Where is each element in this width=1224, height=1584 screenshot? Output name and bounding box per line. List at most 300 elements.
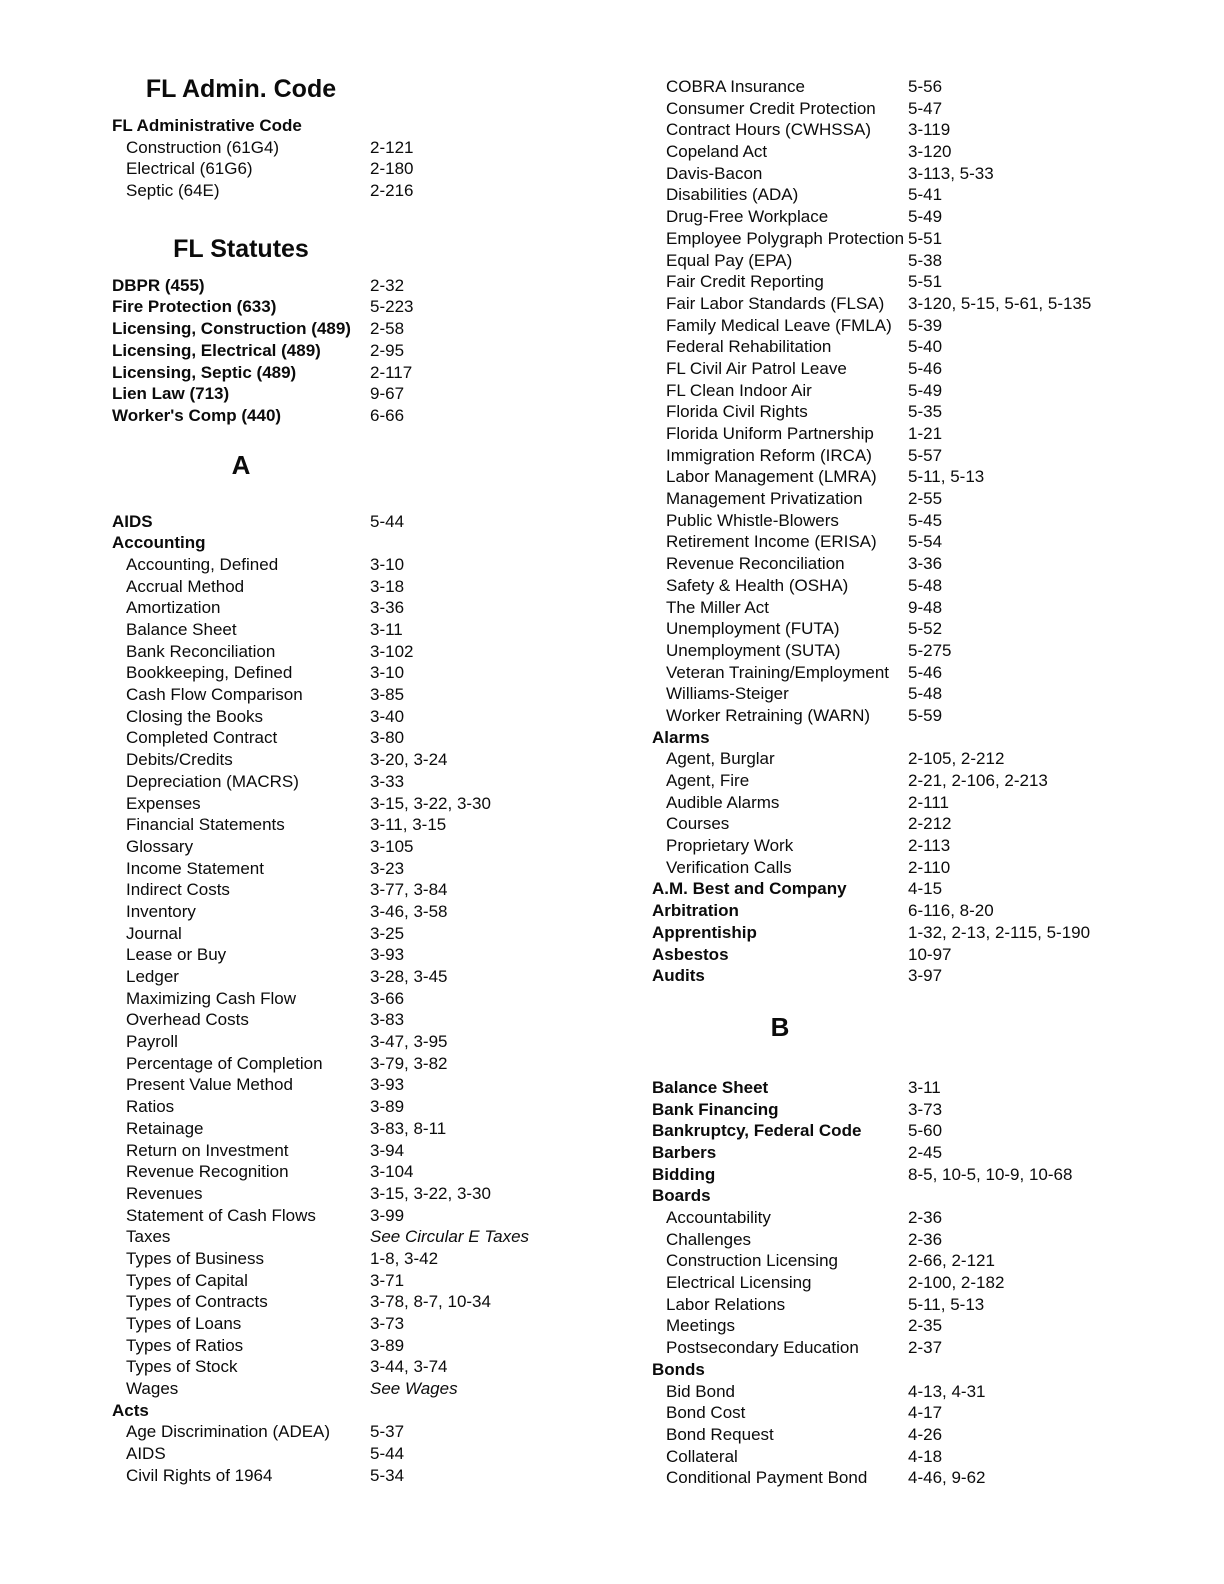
index-entry-row [112, 662, 560, 684]
index-entry-row [652, 1402, 1152, 1424]
entry-label: Maximizing Cash Flow [126, 988, 297, 1008]
entry-label: Inventory [126, 901, 196, 921]
entry-label: Bank Financing [652, 1099, 779, 1119]
entry-label: Lien Law (713) [112, 384, 230, 404]
page-numbers: 5-39 [908, 315, 943, 335]
entry-label: Federal Rehabilitation [666, 337, 832, 357]
page-numbers: 5-223 [370, 297, 414, 317]
entry-label: Audible Alarms [666, 792, 780, 812]
page-numbers: 6-66 [370, 405, 405, 425]
entry-label: Accountability [666, 1208, 771, 1227]
entry-label: Davis-Bacon [666, 163, 763, 183]
index-entry-row [112, 597, 560, 619]
entry-label: Journal [126, 923, 182, 943]
index-entry-row [112, 923, 560, 945]
page-numbers: 3-93 [370, 945, 405, 965]
index-entry-row [112, 1421, 560, 1443]
page-numbers: 4-18 [908, 1446, 943, 1466]
entry-label: Postsecondary Education [666, 1338, 859, 1358]
index-entry-row [112, 1443, 560, 1465]
page-numbers: 5-41 [908, 185, 943, 205]
page-numbers: 4-15 [908, 879, 943, 899]
index-group-row [652, 1185, 1152, 1207]
page-numbers: 5-57 [908, 445, 943, 465]
index-group-row [652, 878, 1152, 900]
page-numbers: 1-21 [908, 424, 943, 443]
index-group-row [652, 965, 1152, 987]
entry-label: Meetings [666, 1316, 735, 1336]
index-entry-row [652, 141, 1152, 163]
entry-label: Apprentiship [652, 922, 757, 942]
entry-label: Types of Stock [126, 1357, 238, 1377]
entry-label: Types of Loans [126, 1314, 242, 1333]
index-entry-row [112, 1248, 560, 1270]
index-entry-row [112, 1074, 560, 1096]
entry-label: Retirement Income (ERISA) [666, 532, 877, 552]
index-group-row [112, 340, 560, 362]
entry-label: Bankruptcy, Federal Code [652, 1121, 862, 1141]
page-numbers: 2-45 [908, 1142, 943, 1162]
index-group-row [112, 532, 560, 554]
index-entry-row [652, 553, 1152, 575]
index-entry-row [112, 1009, 560, 1031]
index-entry-row [652, 488, 1152, 510]
page-numbers: 3-99 [370, 1205, 405, 1225]
spacer [112, 202, 560, 232]
page-numbers: 2-95 [370, 340, 405, 360]
entry-label: Disabilities (ADA) [666, 185, 799, 205]
index-entry-row [112, 1270, 560, 1292]
entry-label: Bid Bond [666, 1381, 735, 1401]
entry-label: Types of Contracts [126, 1292, 268, 1312]
page-numbers: 3-28, 3-45 [370, 967, 448, 986]
entry-label: Licensing, Electrical (489) [112, 340, 321, 360]
entry-label: Arbitration [652, 901, 739, 921]
index-group-row [112, 362, 560, 384]
index-entry-row [112, 1205, 560, 1227]
index-entry-row [112, 1096, 560, 1118]
page-numbers: 4-17 [908, 1403, 943, 1423]
index-group-row [652, 1120, 1152, 1142]
index-group-row [112, 115, 560, 137]
index-group-row [652, 1099, 1152, 1121]
page-numbers: 2-55 [908, 489, 943, 509]
section-title: FL Statutes [173, 234, 309, 263]
entry-label: Retainage [126, 1118, 204, 1138]
index-entry-row [112, 619, 560, 641]
index-entry-row [652, 206, 1152, 228]
entry-label: Percentage of Completion [126, 1053, 323, 1073]
entry-label: Wages [126, 1379, 179, 1399]
index-entry-row [112, 1226, 560, 1248]
index-group-row [112, 296, 560, 318]
page-numbers: 3-15, 3-22, 3-30 [370, 793, 491, 813]
page-numbers: 4-46, 9-62 [908, 1468, 986, 1488]
spacer [652, 1043, 1152, 1077]
index-entry-row [112, 749, 560, 771]
index-entry-row [652, 76, 1152, 98]
index-group-row [652, 922, 1152, 944]
page-numbers: 6-116, 8-20 [908, 901, 994, 921]
index-entry-row [112, 1313, 560, 1335]
index-entry-row [652, 315, 1152, 337]
entry-label: Expenses [126, 793, 201, 813]
page-numbers: 3-11 [370, 620, 403, 639]
index-group-row [652, 900, 1152, 922]
index-entry-row [652, 770, 1152, 792]
page-numbers: 3-89 [370, 1335, 405, 1355]
index-group-row [652, 1077, 1152, 1099]
entry-label: Copeland Act [666, 142, 768, 162]
entry-label: Worker's Comp (440) [112, 405, 282, 425]
entry-label: Civil Rights of 1964 [126, 1465, 273, 1485]
index-entry-row [652, 1272, 1152, 1294]
index-entry-row [652, 401, 1152, 423]
index-entry-row [652, 119, 1152, 141]
index-entry-row [652, 380, 1152, 402]
index-entry-row [652, 1315, 1152, 1337]
entry-label: Licensing, Construction (489) [112, 319, 351, 339]
page-numbers: 5-48 [908, 684, 943, 704]
page-numbers: 3-36 [908, 554, 943, 574]
entry-label: Bidding [652, 1164, 716, 1184]
entry-label: Age Discrimination (ADEA) [126, 1422, 331, 1442]
entry-label: Depreciation (MACRS) [126, 771, 299, 791]
index-entry-row [652, 1467, 1152, 1489]
entry-label: Audits [652, 966, 705, 986]
index-entry-row [652, 618, 1152, 640]
index-entry-row [112, 1053, 560, 1075]
entry-label: AIDS [112, 511, 153, 531]
entry-label: Electrical Licensing [666, 1273, 812, 1293]
page-numbers: 3-47, 3-95 [370, 1032, 448, 1052]
entry-label: Ledger [126, 967, 179, 986]
entry-label: Florida Uniform Partnership [666, 424, 874, 443]
page-numbers: 3-40 [370, 706, 405, 726]
entry-label: Boards [652, 1186, 711, 1206]
entry-label: Veteran Training/Employment [666, 662, 890, 682]
entry-label: Payroll [126, 1032, 178, 1052]
index-entry-row [112, 858, 560, 880]
index-entry-row [112, 1161, 560, 1183]
index-entry-row [652, 336, 1152, 358]
entry-label: Consumer Credit Protection [666, 98, 876, 118]
index-group-row [112, 405, 560, 427]
page-numbers: 2-113 [908, 836, 951, 856]
entry-label: Management Privatization [666, 489, 863, 509]
index-entry-row [112, 793, 560, 815]
entry-label: Family Medical Leave (FMLA) [666, 315, 892, 335]
page-numbers: 8-5, 10-5, 10-9, 10-68 [908, 1164, 1073, 1184]
index-entry-row [652, 250, 1152, 272]
page-numbers: 5-40 [908, 337, 943, 357]
index-entry-row [652, 835, 1152, 857]
entry-label: COBRA Insurance [666, 77, 805, 96]
page-numbers: 3-120 [908, 142, 952, 162]
entry-label: Amortization [126, 598, 221, 618]
index-entry-row [652, 1207, 1152, 1229]
page-numbers: 3-120, 5-15, 5-61, 5-135 [908, 293, 1092, 313]
index-entry-row [112, 684, 560, 706]
spacer [112, 427, 560, 449]
index-entry-row [652, 705, 1152, 727]
index-entry-row [112, 1378, 560, 1400]
index-entry-row [652, 228, 1152, 250]
see-reference: See Circular E Taxes [370, 1227, 530, 1247]
index-entry-row [112, 901, 560, 923]
index-entry-row [112, 879, 560, 901]
page-numbers: 5-54 [908, 532, 943, 552]
index-entry-row [112, 1356, 560, 1378]
entry-label: Revenue Recognition [126, 1162, 289, 1182]
entry-label: Indirect Costs [126, 880, 230, 900]
page-numbers: 2-36 [908, 1208, 943, 1227]
page-numbers: 5-34 [370, 1465, 405, 1485]
entry-label: Closing the Books [126, 706, 264, 726]
page-numbers: 3-83 [370, 1010, 405, 1030]
page-numbers: 3-104 [370, 1162, 414, 1182]
entry-label: Unemployment (FUTA) [666, 619, 840, 639]
page-numbers: 3-25 [370, 923, 405, 943]
entry-label: Bond Cost [666, 1403, 746, 1423]
entry-label: Bonds [652, 1359, 705, 1379]
page-numbers: 3-44, 3-74 [370, 1357, 448, 1377]
index-group-row [112, 511, 560, 533]
page-numbers: 3-85 [370, 685, 405, 705]
page-numbers: 3-97 [908, 966, 943, 986]
page-numbers: 3-66 [370, 988, 405, 1008]
page-numbers: 3-119 [908, 120, 951, 140]
entry-label: A.M. Best and Company [652, 879, 847, 899]
index-group-row [112, 383, 560, 405]
index-entry-row [112, 727, 560, 749]
index-entry-row [652, 293, 1152, 315]
page-numbers: 3-83, 8-11 [370, 1118, 447, 1138]
page-numbers: 3-15, 3-22, 3-30 [370, 1183, 491, 1203]
page-numbers: 3-79, 3-82 [370, 1053, 448, 1073]
page-numbers: 2-66, 2-121 [908, 1251, 995, 1271]
page-numbers: 2-58 [370, 319, 405, 339]
page-numbers: 2-105, 2-212 [908, 749, 1005, 769]
entry-label: Worker Retraining (WARN) [666, 705, 871, 725]
index-entry-row [652, 358, 1152, 380]
index-group-row [112, 275, 560, 297]
index-entry-row [652, 1446, 1152, 1468]
entry-label: FL Clean Indoor Air [666, 380, 812, 400]
page-numbers: 2-111 [908, 792, 949, 812]
index-entry-row [112, 814, 560, 836]
index-entry-row [112, 180, 560, 202]
page-numbers: 2-180 [370, 159, 414, 179]
entry-label: Collateral [666, 1446, 738, 1466]
page-numbers: 3-105 [370, 836, 414, 856]
page-numbers: 2-21, 2-106, 2-213 [908, 771, 1048, 790]
page-numbers: 5-44 [370, 511, 405, 531]
page-numbers: 5-60 [908, 1121, 943, 1141]
entry-label: Acts [112, 1400, 149, 1420]
page-numbers: 2-216 [370, 181, 414, 201]
entry-label: Drug-Free Workplace [666, 207, 829, 227]
page-numbers: 3-102 [370, 641, 414, 661]
entry-label: Proprietary Work [666, 836, 794, 856]
index-entry-row [112, 1118, 560, 1140]
page-numbers: 5-44 [370, 1444, 405, 1464]
index-entry-row [112, 554, 560, 576]
index-entry-row [652, 1337, 1152, 1359]
page-numbers: 5-46 [908, 358, 943, 378]
entry-label: Present Value Method [126, 1075, 293, 1095]
index-entry-row [112, 137, 560, 159]
letter-heading: B [770, 1011, 790, 1042]
index-entry-row [112, 966, 560, 988]
index-group-row [112, 318, 560, 340]
entry-label: Financial Statements [126, 815, 285, 835]
entry-label: Equal Pay (EPA) [666, 250, 793, 270]
index-entry-row [652, 1229, 1152, 1251]
page-numbers: 3-113, 5-33 [908, 163, 994, 183]
entry-label: Accounting [112, 533, 206, 553]
index-entry-row [652, 748, 1152, 770]
index-entry-row [112, 1465, 560, 1487]
entry-label: Income Statement [126, 858, 264, 878]
entry-label: Bookkeeping, Defined [126, 663, 293, 683]
page-numbers: 1-8, 3-42 [370, 1248, 439, 1268]
index-group-row [652, 1142, 1152, 1164]
page-numbers: 5-52 [908, 619, 943, 639]
entry-label: Alarms [652, 727, 710, 747]
page-numbers: 5-38 [908, 250, 943, 270]
entry-label: Unemployment (SUTA) [666, 640, 841, 660]
page-numbers: 9-48 [908, 597, 943, 617]
entry-label: Balance Sheet [652, 1077, 769, 1097]
index-entry-row [652, 640, 1152, 662]
entry-label: Agent, Burglar [666, 749, 775, 769]
page-numbers: 3-73 [908, 1099, 943, 1119]
page-numbers: 3-23 [370, 858, 405, 878]
entry-label: Electrical (61G6) [126, 159, 253, 179]
entry-label: FL Administrative Code [112, 116, 302, 135]
index-entry-row [112, 641, 560, 663]
index-entry-row [112, 988, 560, 1010]
page-numbers: 3-46, 3-58 [370, 901, 448, 921]
page-numbers: 5-46 [908, 662, 943, 682]
entry-label: Courses [666, 814, 730, 834]
page-numbers: 4-26 [908, 1424, 943, 1444]
page-numbers: 3-36 [370, 598, 405, 618]
index-group-row [652, 944, 1152, 966]
index-entry-row [652, 792, 1152, 814]
page-numbers: 2-117 [370, 362, 413, 382]
index-entry-row [112, 706, 560, 728]
index-entry-row [652, 683, 1152, 705]
index-entry-row [112, 1031, 560, 1053]
page-numbers: 5-59 [908, 705, 943, 725]
page-numbers: 3-10 [370, 554, 405, 574]
page-numbers: 3-11, 3-15 [370, 815, 447, 835]
entry-label: Cash Flow Comparison [126, 685, 303, 705]
page-numbers: 5-48 [908, 575, 943, 595]
page-numbers: 10-97 [908, 944, 952, 964]
entry-label: FL Civil Air Patrol Leave [666, 358, 847, 378]
page-numbers: 3-73 [370, 1314, 405, 1333]
page-numbers: 5-51 [908, 228, 943, 248]
index-entry-row [652, 466, 1152, 488]
spacer [652, 987, 1152, 1011]
index-entry-row [652, 575, 1152, 597]
entry-label: Safety & Health (OSHA) [666, 575, 849, 595]
entry-label: Return on Investment [126, 1140, 289, 1160]
index-entry-row [112, 944, 560, 966]
entry-label: Williams-Steiger [666, 684, 789, 704]
page-numbers: 1-32, 2-13, 2-115, 5-190 [908, 922, 1091, 942]
index-entry-row [652, 857, 1152, 879]
page-numbers: 2-110 [908, 857, 951, 877]
index-entry-row [652, 445, 1152, 467]
entry-label: DBPR (455) [112, 275, 205, 295]
index-entry-row [652, 1250, 1152, 1272]
index-entry-row [112, 158, 560, 180]
section-title: FL Admin. Code [145, 75, 337, 103]
index-entry-row [112, 576, 560, 598]
entry-label: The Miller Act [666, 597, 769, 617]
page-numbers: 2-100, 2-182 [908, 1273, 1005, 1293]
index-entry-row [652, 813, 1152, 835]
page-numbers: 3-18 [370, 576, 405, 596]
page-numbers: 5-51 [908, 272, 943, 292]
index-entry-row [652, 1381, 1152, 1403]
index-column-right [652, 72, 1152, 1489]
entry-label: Asbestos [652, 944, 729, 964]
entry-label: AIDS [126, 1444, 166, 1464]
entry-label: Labor Relations [666, 1294, 786, 1314]
entry-label: Taxes [126, 1227, 171, 1247]
index-entry-row [652, 271, 1152, 293]
page-numbers: 3-77, 3-84 [370, 880, 448, 900]
page-numbers: 3-11 [908, 1077, 941, 1097]
page-numbers: 5-45 [908, 510, 943, 530]
page-numbers: 5-49 [908, 207, 943, 227]
page-numbers: 5-275 [908, 640, 952, 660]
entry-label: Bank Reconciliation [126, 641, 276, 661]
entry-label: Types of Capital [126, 1270, 248, 1290]
page-numbers: 5-35 [908, 402, 943, 422]
entry-label: Ratios [126, 1097, 175, 1117]
page-numbers: 2-121 [370, 137, 414, 157]
entry-label: Revenues [126, 1183, 203, 1203]
index-entry-row [652, 1294, 1152, 1316]
entry-label: Public Whistle-Blowers [666, 510, 839, 530]
index-entry-row [112, 1335, 560, 1357]
entry-label: Lease or Buy [126, 945, 227, 965]
page-numbers: 4-13, 4-31 [908, 1381, 986, 1401]
entry-label: Accounting, Defined [126, 554, 279, 574]
page-numbers: 3-93 [370, 1075, 405, 1095]
index-entry-row [652, 662, 1152, 684]
index-group-row [652, 727, 1152, 749]
page-numbers: 2-37 [908, 1338, 943, 1358]
page-numbers: 9-67 [370, 384, 405, 404]
page-numbers: 3-78, 8-7, 10-34 [370, 1292, 491, 1312]
index-group-row [652, 1164, 1152, 1186]
page-numbers: 3-10 [370, 663, 405, 683]
entry-label: Contract Hours (CWHSSA) [666, 120, 871, 140]
index-entry-row [112, 1140, 560, 1162]
index-group-row [652, 1359, 1152, 1381]
entry-label: Septic (64E) [126, 181, 220, 201]
index-entry-row [652, 531, 1152, 553]
entry-label: Fair Credit Reporting [666, 272, 824, 292]
page-numbers: 3-94 [370, 1140, 405, 1160]
